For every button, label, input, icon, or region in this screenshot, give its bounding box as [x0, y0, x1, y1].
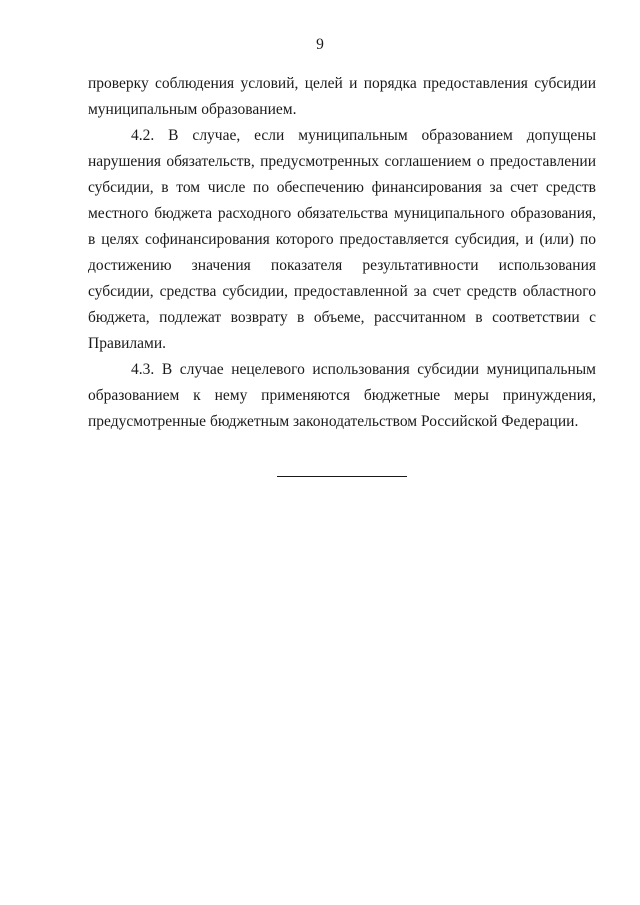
paragraph-4-2: 4.2. В случае, если муниципальным образованием допущены нарушения обязательств, предусмотренных соглашением о предоставлении субсидии, в том числе по обеспечению финансирования за счет средств местного бюджета расходного обязательства муниципального образования, в целях софинансирования которого предоставляется субсидия, и (или) по достижению значения показателя результативности использования субсидии, средства субсидии, предоставленной за счет средств областного бюджета, подлежат возврату в объеме, рассчитанном в соответствии с Правилами. [88, 127, 596, 352]
paragraph-4-3: 4.3. В случае нецелевого использования субсидии муниципальным образованием к нему применяются бюджетные меры принуждения, предусмотренные бюджетным законодательством Российской Федерации. [88, 361, 596, 430]
document-body [88, 71, 596, 435]
end-divider-line [277, 476, 407, 477]
page-number: 9 [316, 36, 324, 53]
paragraph-continuation: проверку соблюдения условий, целей и порядка предоставления субсидии муниципальным образованием. [88, 75, 596, 118]
